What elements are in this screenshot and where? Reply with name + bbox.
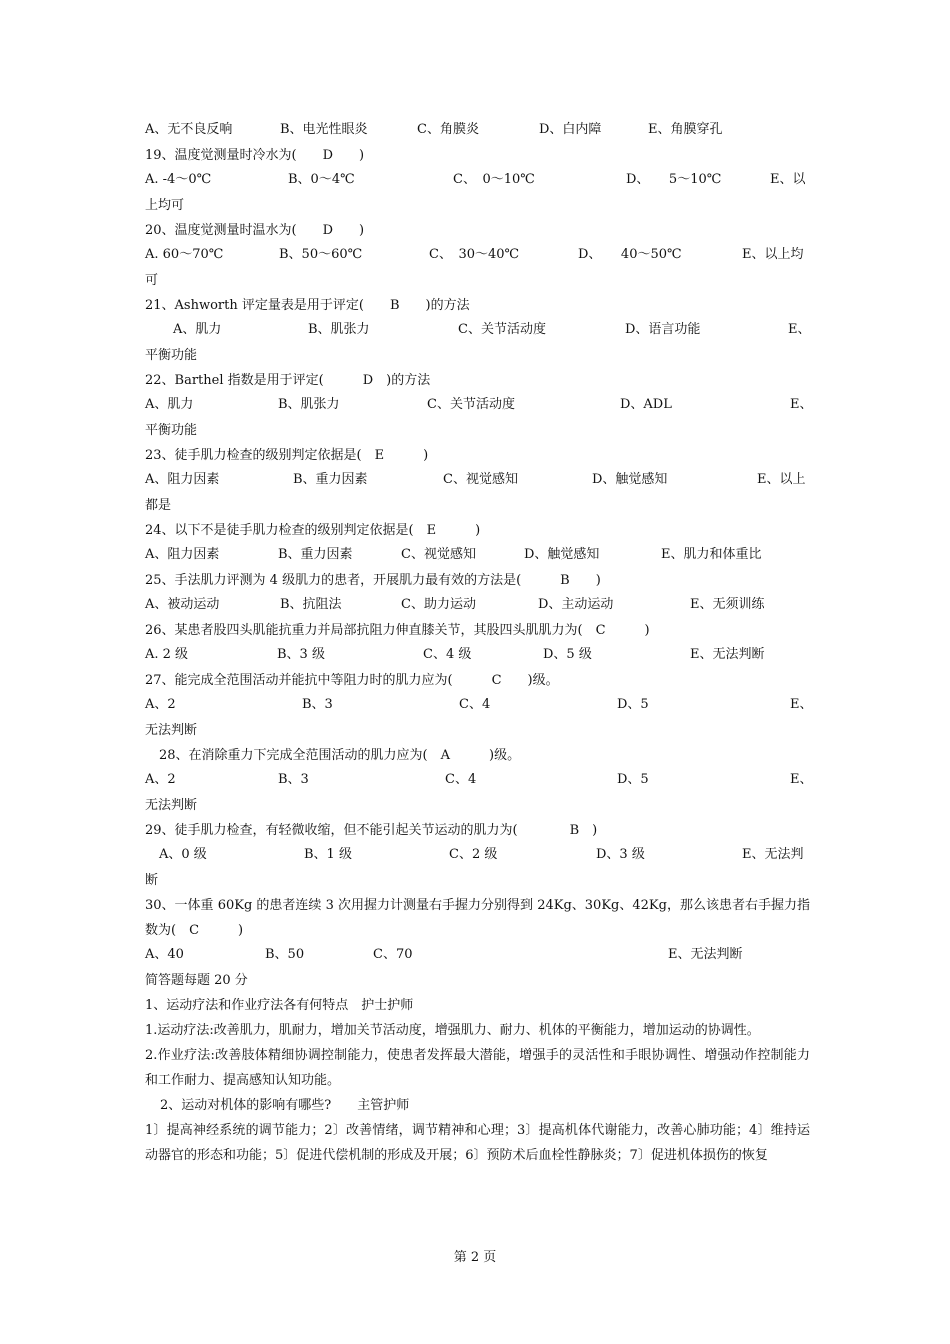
q24-option-c: C、视觉感知	[401, 547, 476, 562]
q24-options	[145, 543, 810, 568]
q27-continuation: 无法判断	[145, 723, 198, 738]
q21-continuation: 平衡功能	[145, 348, 198, 363]
q20-option-d: D、 40～50℃	[578, 247, 682, 262]
q18-option-a: A、无不良反响	[145, 122, 233, 137]
q25-option-d: D、主动运动	[538, 597, 614, 612]
q18-option-d: D、白内障	[539, 122, 602, 137]
q20-question: 20、温度觉测量时温水为( D )	[145, 223, 365, 238]
q23-options	[145, 468, 810, 493]
q19-option-d: D、 5～10℃	[626, 172, 722, 187]
short-answer-1-question: 1、运动疗法和作业疗法各有何特点 护士护师	[145, 998, 414, 1013]
short-answer-2-question: 2、运动对机体的影响有哪些? 主管护师	[160, 1098, 410, 1113]
q28-question: 28、在消除重力下完成全范围活动的肌力应为( A )级。	[159, 748, 521, 763]
q25-question: 25、手法肌力评测为 4 级肌力的患者，开展肌力最有效的方法是( B )	[145, 573, 601, 588]
q26-option-d: D、5 级	[543, 647, 592, 662]
q21-question: 21、Ashworth 评定量表是用于评定( B )的方法	[145, 298, 470, 313]
q18-option-e: E、角膜穿孔	[648, 122, 723, 137]
q23-option-d: D、触觉感知	[592, 472, 668, 487]
q24-question: 24、以下不是徒手肌力检查的级别判定依据是( E )	[145, 523, 481, 538]
q29-option-e: E、无法判	[742, 847, 804, 862]
q27-option-c: C、4	[459, 697, 491, 712]
q26-option-a: A. 2 级	[145, 647, 189, 662]
q22-options	[145, 393, 813, 418]
q20-option-b: B、50～60℃	[279, 247, 363, 262]
q27-question: 27、能完成全范围活动并能抗中等阻力时的肌力应为( C )级。	[145, 673, 559, 688]
short-answer-2-answer: 1〕提高神经系统的调节能力；2〕改善情绪，调节精神和心理；3〕提高机体代谢能力，改善心肺功能；4〕维持运动器官的形态和功能；5〕促进代偿机制的形成及开展；6〕预防术后血栓性静脉炎；7〕促进机体损伤的恢复	[145, 1123, 810, 1163]
q19-option-b: B、0～4℃	[288, 172, 355, 187]
q30-question: 30、一体重 60Kg 的患者连续 3 次用握力计测量右手握力分别得到 24Kg、30Kg、42Kg，那么该患者右手握力指数为( C )	[145, 898, 810, 938]
q30-option-b: B、50	[265, 947, 305, 962]
q28-options	[145, 768, 813, 793]
q28-continuation: 无法判断	[145, 798, 198, 813]
q30-option-a: A、40	[145, 947, 184, 962]
q20-continuation: 可	[145, 273, 159, 288]
q23-option-c: C、视觉感知	[443, 472, 518, 487]
q28-option-b: B、3	[278, 772, 309, 787]
q27-option-e: E、	[790, 697, 813, 712]
q21-option-c: C、关节活动度	[458, 322, 546, 337]
q25-option-a: A、被动运动	[145, 597, 220, 612]
q30-option-e: E、无法判断	[668, 947, 743, 962]
q23-option-e: E、以上	[757, 472, 806, 487]
q20-option-e: E、以上均	[742, 247, 804, 262]
q20-option-a: A. 60～70℃	[145, 247, 224, 262]
q23-question: 23、徒手肌力检查的级别判定依据是( E )	[145, 448, 429, 463]
q30-options	[145, 943, 810, 968]
page-content	[145, 118, 813, 1168]
q25-option-e: E、无须训练	[690, 597, 765, 612]
q29-options	[145, 843, 810, 868]
page-number: 第 2 页	[453, 1250, 497, 1265]
q18-option-c: C、角膜炎	[417, 122, 479, 137]
q29-question: 29、徒手肌力检查，有轻微收缩，但不能引起关节运动的肌力为( B )	[145, 823, 598, 838]
q19-question: 19、温度觉测量时冷水为( D )	[145, 148, 365, 163]
q22-option-a: A、肌力	[145, 397, 194, 412]
q30-option-c: C、70	[373, 947, 413, 962]
q19-option-e: E、以	[770, 172, 806, 187]
q18-options	[145, 118, 810, 143]
q21-option-e: E、	[788, 322, 811, 337]
q22-option-d: D、ADL	[620, 397, 672, 412]
q28-option-d: D、5	[617, 772, 649, 787]
q20-option-c: C、 30～40℃	[429, 247, 520, 262]
q29-option-d: D、3 级	[596, 847, 645, 862]
q26-option-c: C、4 级	[423, 647, 472, 662]
q19-option-c: C、 0～10℃	[453, 172, 535, 187]
q21-option-a: A、肌力	[173, 322, 222, 337]
q21-option-b: B、肌张力	[308, 322, 370, 337]
q20-options	[145, 243, 810, 268]
q24-option-b: B、重力因素	[278, 547, 353, 562]
short-answer-1-para-1: 1.运动疗法:改善肌力，肌耐力，增加关节活动度，增强肌力、耐力、机体的平衡能力，增加运动的协调性。	[145, 1023, 760, 1038]
q23-option-a: A、阻力因素	[145, 472, 220, 487]
q26-options	[145, 643, 810, 668]
q26-option-e: E、无法判断	[690, 647, 765, 662]
q28-option-c: C、4	[445, 772, 477, 787]
q29-option-b: B、1 级	[304, 847, 352, 862]
q21-options	[145, 318, 810, 343]
q29-option-a: A、0 级	[159, 847, 207, 862]
short-answer-1-para-2: 2.作业疗法:改善肢体精细协调控制能力，使患者发挥最大潜能，增强手的灵活性和手眼协调性、增强动作控制能力和工作耐力、提高感知认知功能。	[145, 1048, 810, 1088]
q22-option-e: E、	[790, 397, 813, 412]
q24-option-d: D、触觉感知	[524, 547, 600, 562]
q22-question: 22、Barthel 指数是用于评定( D )的方法	[145, 373, 431, 388]
q27-option-a: A、2	[145, 697, 176, 712]
section-heading: 简答题每题 20 分	[145, 973, 248, 988]
q21-option-d: D、语言功能	[625, 322, 701, 337]
q28-option-a: A、2	[145, 772, 176, 787]
q24-option-e: E、肌力和体重比	[661, 547, 762, 562]
q22-option-c: C、关节活动度	[427, 397, 515, 412]
q26-question: 26、某患者股四头肌能抗重力并局部抗阻力伸直膝关节，其股四头肌肌力为( C )	[145, 623, 650, 638]
q19-option-a: A. -4～0℃	[145, 172, 212, 187]
q19-options	[145, 168, 810, 193]
q27-options	[145, 693, 813, 718]
q23-continuation: 都是	[145, 498, 172, 513]
q25-options	[145, 593, 810, 618]
q25-option-c: C、助力运动	[401, 597, 476, 612]
q22-continuation: 平衡功能	[145, 423, 198, 438]
q22-option-b: B、肌张力	[278, 397, 340, 412]
q29-continuation: 断	[145, 873, 159, 888]
q23-option-b: B、重力因素	[293, 472, 368, 487]
q27-option-d: D、5	[617, 697, 649, 712]
q28-option-e: E、	[790, 772, 813, 787]
q27-option-b: B、3	[302, 697, 333, 712]
q18-option-b: B、电光性眼炎	[280, 122, 368, 137]
q25-option-b: B、抗阻法	[280, 597, 342, 612]
q19-continuation: 上均可	[145, 198, 185, 213]
q24-option-a: A、阻力因素	[145, 547, 220, 562]
q26-option-b: B、3 级	[277, 647, 325, 662]
q29-option-c: C、2 级	[449, 847, 498, 862]
